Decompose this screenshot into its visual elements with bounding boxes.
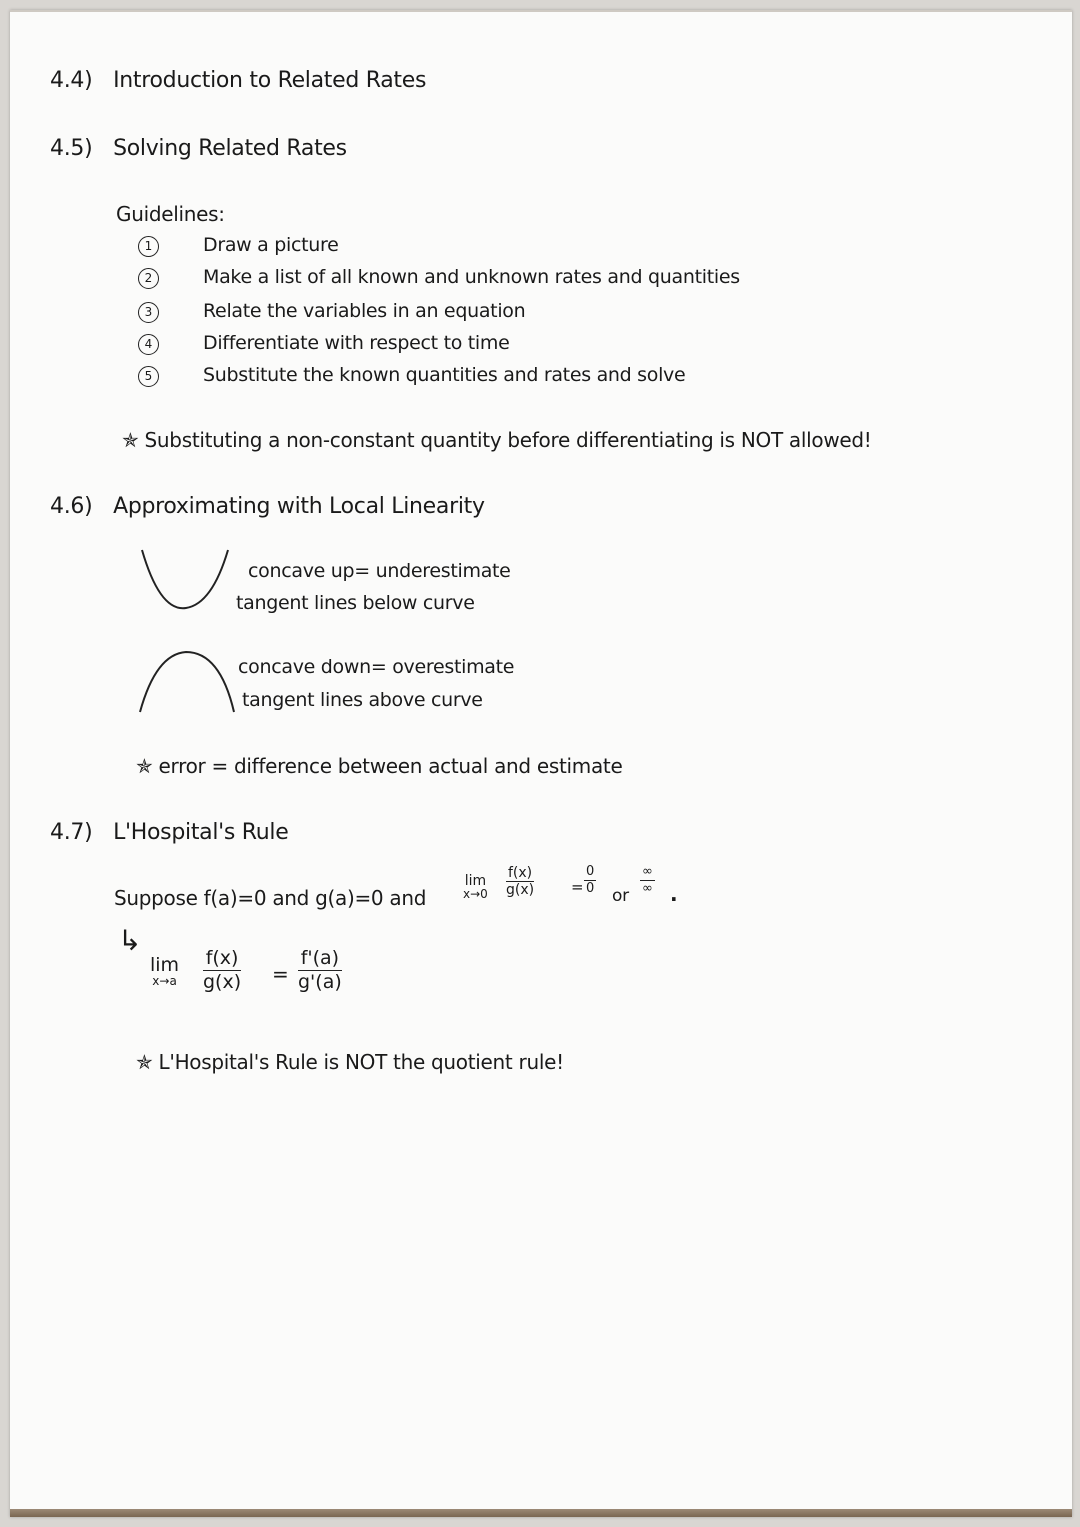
section-title: Introduction to Related Rates — [113, 68, 427, 93]
section-number: 4.7) — [50, 820, 93, 845]
fraction-inf-over-inf — [640, 865, 655, 897]
arrow-icon: ↳ — [118, 924, 142, 957]
step-text: Draw a picture — [203, 234, 339, 256]
step-text: Relate the variables in an equation — [203, 300, 526, 322]
numerator: 0 — [586, 864, 595, 879]
section-4-4-heading — [50, 68, 426, 93]
section-4-5-heading — [50, 136, 347, 161]
numerator: f(x) — [203, 948, 241, 971]
concave-up-curve-icon — [138, 546, 232, 616]
step-number: 4 — [138, 334, 159, 355]
numerator: ∞ — [642, 864, 653, 879]
step-number: 2 — [138, 268, 159, 289]
note-text: Substituting a non-constant quantity before differentiating is NOT allowed! — [144, 428, 872, 452]
denominator: g'(a) — [298, 970, 342, 993]
notebook-page — [10, 10, 1072, 1517]
lim-subscript: x→0 — [463, 887, 488, 901]
concave-up-text: concave up= underestimate — [248, 560, 511, 582]
section-4-6-heading — [50, 494, 485, 519]
step-number: 1 — [138, 236, 159, 257]
substitution-note — [122, 428, 872, 452]
equals-sign: = — [571, 878, 584, 896]
denominator: ∞ — [642, 880, 653, 896]
section-title: Approximating with Local Linearity — [113, 494, 485, 519]
section-number: 4.6) — [50, 494, 93, 519]
section-title: L'Hospital's Rule — [113, 820, 289, 845]
fraction-zero-over-zero — [584, 865, 596, 897]
step-number: 5 — [138, 366, 159, 387]
note-text: L'Hospital's Rule is NOT the quotient rule! — [158, 1050, 564, 1074]
guidelines-heading: Guidelines: — [116, 202, 225, 226]
period: . — [670, 882, 678, 906]
section-title: Solving Related Rates — [113, 136, 347, 161]
suppose-text: Suppose f(a)=0 and g(a)=0 and — [114, 886, 427, 910]
step-number: 3 — [138, 302, 159, 323]
step-text: Make a list of all known and unknown rates and quantities — [203, 266, 740, 288]
equals-sign: = — [272, 962, 289, 986]
concave-down-curve-icon — [136, 646, 240, 716]
lim-label: lim — [150, 954, 180, 976]
denominator: g(x) — [203, 970, 242, 993]
note-text: error = difference between actual and estimate — [158, 754, 623, 778]
denominator: 0 — [586, 880, 595, 896]
concave-up-tangent-text: tangent lines below curve — [236, 592, 475, 614]
concave-down-text: concave down= overestimate — [238, 656, 515, 678]
limit-condition — [463, 874, 488, 900]
concave-down-tangent-text: tangent lines above curve — [242, 689, 483, 711]
fraction-fprime-over-gprime — [298, 948, 342, 994]
section-number: 4.5) — [50, 136, 93, 161]
step-text: Substitute the known quantities and rates and solve — [203, 364, 686, 386]
step-text: Differentiate with respect to time — [203, 332, 510, 354]
page-bottom-edge — [10, 1509, 1072, 1517]
limit-expression — [150, 956, 179, 987]
numerator: f'(a) — [298, 948, 342, 971]
lim-subscript: x→a — [152, 974, 177, 988]
star-icon: ✯ — [136, 1050, 153, 1074]
fraction-fx-over-gx — [506, 865, 534, 899]
or-text: or — [612, 886, 629, 906]
lim-label: lim — [464, 873, 487, 889]
error-note — [136, 754, 622, 778]
section-4-7-heading — [50, 820, 288, 845]
denominator: g(x) — [506, 882, 535, 899]
quotient-rule-note — [136, 1050, 564, 1074]
numerator: f(x) — [508, 865, 533, 881]
star-icon: ✯ — [122, 428, 139, 452]
fraction-fx-over-gx — [203, 948, 241, 994]
star-icon: ✯ — [136, 754, 153, 778]
section-number: 4.4) — [50, 68, 93, 93]
